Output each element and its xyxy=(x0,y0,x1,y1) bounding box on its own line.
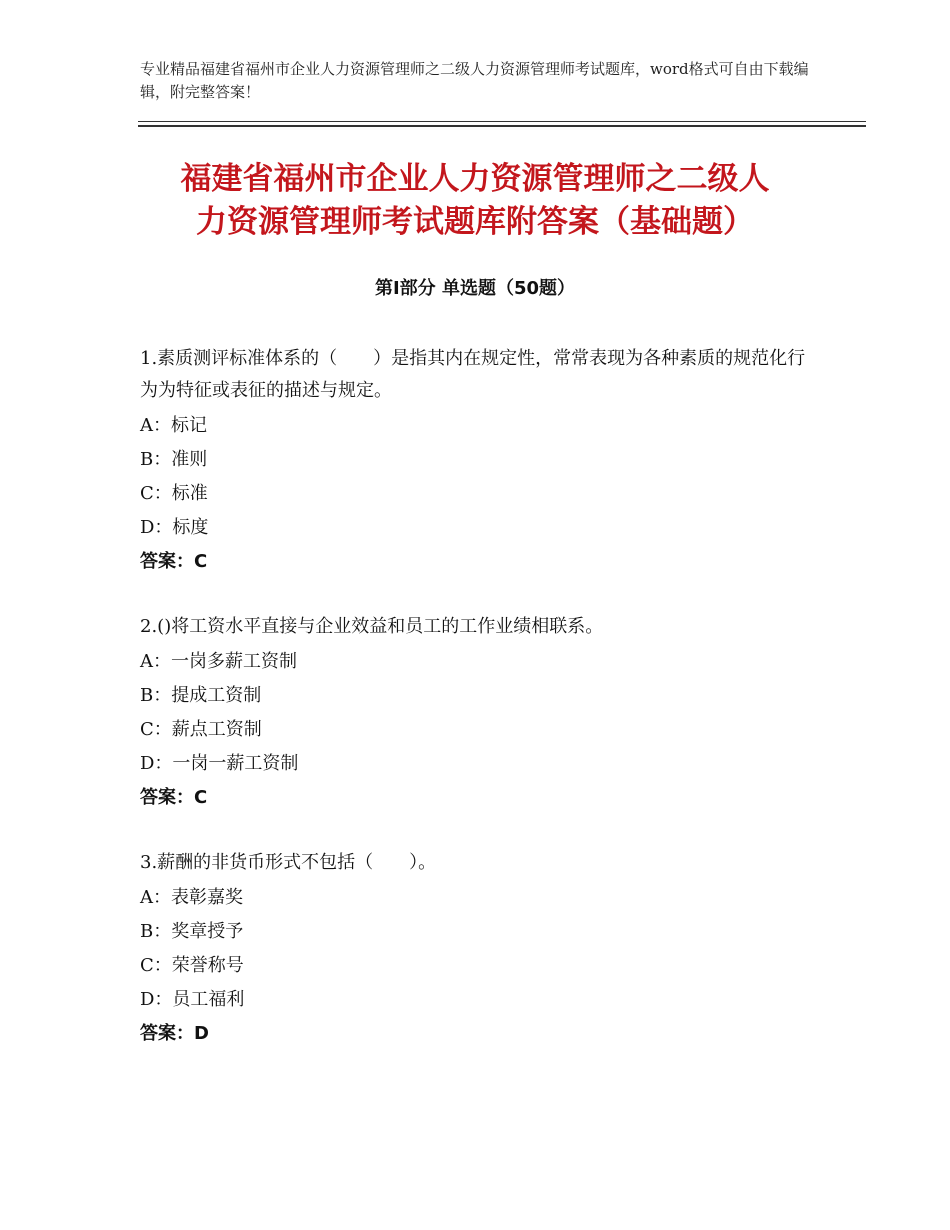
option-a: A：标记 xyxy=(140,415,207,436)
question-3 xyxy=(140,847,820,1051)
document-title-line-2: 力资源管理师考试题库附答案（基础题） xyxy=(196,204,754,240)
header-note: 专业精品福建省福州市企业人力资源管理师之二级人力资源管理师考试题库，word格式可自由下载编辑，附完整答案！ xyxy=(140,60,809,101)
option-a: A：表彰嘉奖 xyxy=(140,887,243,908)
header-divider-thick xyxy=(138,125,866,127)
header-divider-thin xyxy=(138,121,866,122)
option-c: C：荣誉称号 xyxy=(140,955,244,976)
option-c: C：标准 xyxy=(140,483,208,504)
document-title xyxy=(120,158,830,244)
option-c: C：薪点工资制 xyxy=(140,719,262,740)
document-title-line-1: 福建省福州市企业人力资源管理师之二级人 xyxy=(180,161,770,197)
option-b: B：提成工资制 xyxy=(140,685,262,706)
question-list xyxy=(140,343,820,1083)
answer: 答案：C xyxy=(140,551,208,572)
question-stem: 2.()将工资水平直接与企业效益和员工的工作业绩相联系。 xyxy=(140,616,604,637)
question-stem: 1.素质测评标准体系的（ ）是指其内在规定性，常常表现为各种素质的规范化行为为特征或表征的描述与规定。 xyxy=(140,348,806,401)
question-2 xyxy=(140,611,820,815)
option-d: D：员工福利 xyxy=(140,989,245,1010)
question-stem: 3.薪酬的非货币形式不包括（ ）。 xyxy=(140,852,437,873)
question-1 xyxy=(140,343,820,579)
option-a: A：一岗多薪工资制 xyxy=(140,651,297,672)
option-d: D：一岗一薪工资制 xyxy=(140,753,299,774)
option-b: B：准则 xyxy=(140,449,208,470)
section-title: 第Ⅰ部分 单选题（50题） xyxy=(374,278,575,299)
option-b: B：奖章授予 xyxy=(140,921,244,942)
answer: 答案：C xyxy=(140,787,208,808)
answer: 答案：D xyxy=(140,1023,209,1044)
option-d: D：标度 xyxy=(140,517,209,538)
